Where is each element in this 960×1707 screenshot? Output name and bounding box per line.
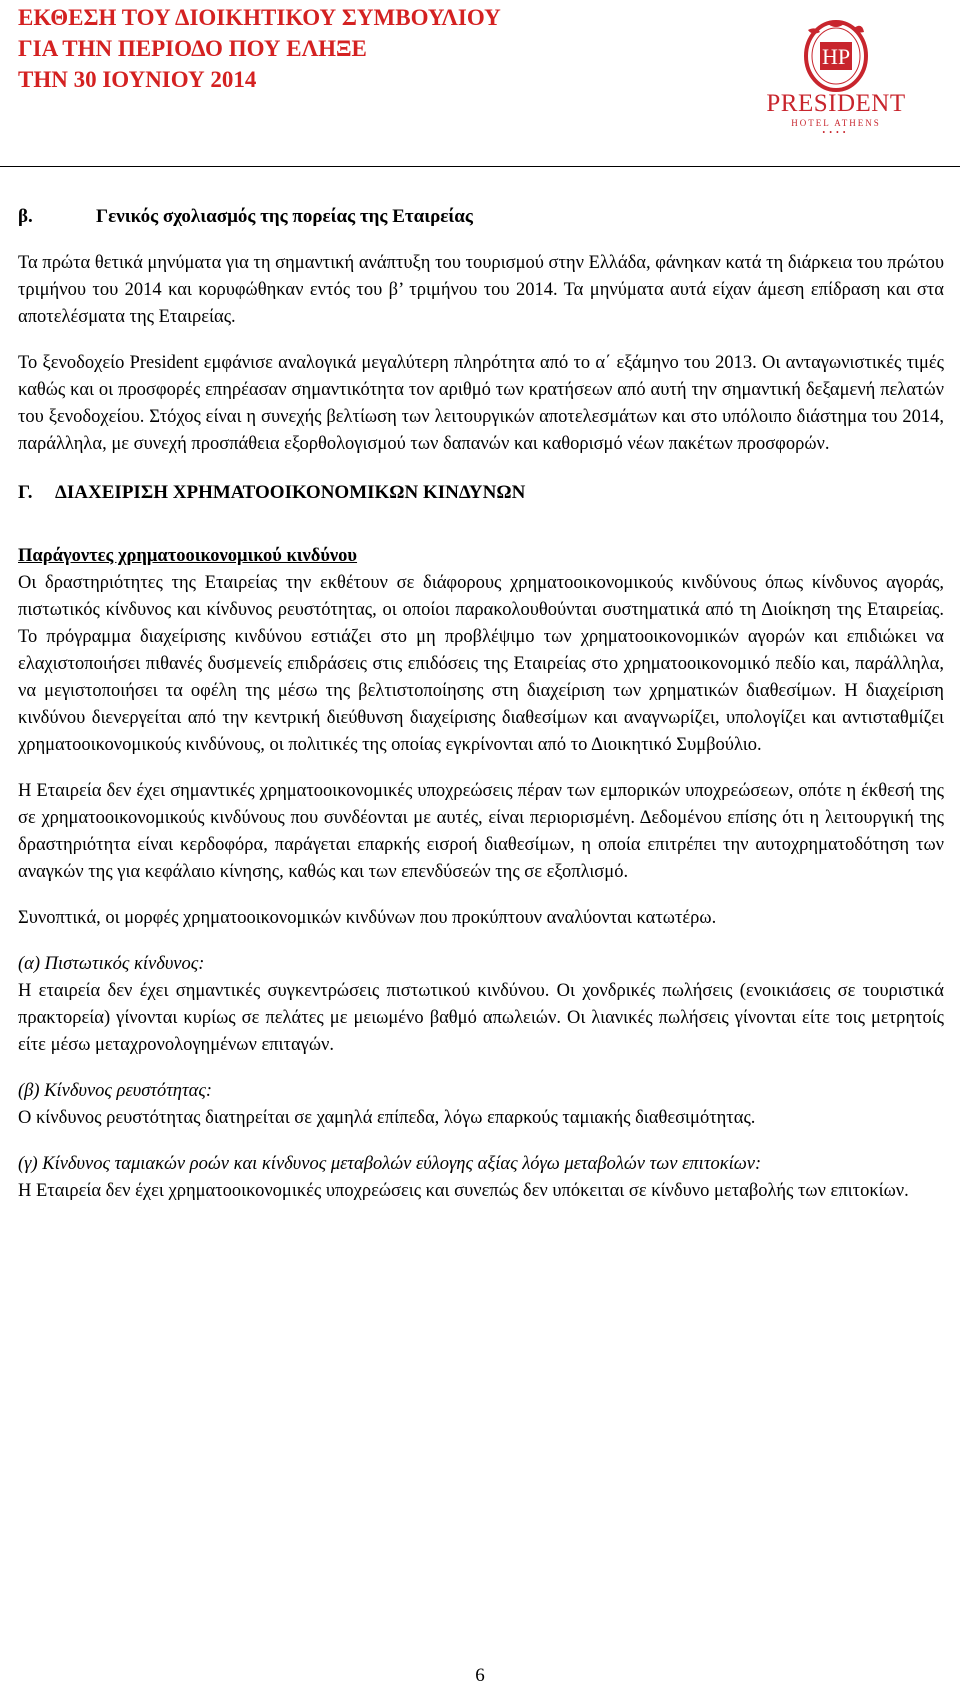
section-g-title: ΔΙΑΧΕΙΡΙΣΗ ΧΡΗΜΑΤΟΟΙΚΟΝΟΜΙΚΩΝ ΚΙΝΔΥΝΩΝ: [55, 482, 526, 503]
paragraph: Η Εταιρεία δεν έχει σημαντικές χρηματοοικονομικές υποχρεώσεις πέραν των εμπορικών υποχρεώσεων, οπότε η έκθεσή της σε χρηματοοικονομικούς κινδύνους που συνδέονται με αυτές, είναι περιορισμένη. Δεδομένου επίσης ότι η λειτουργική της δραστηριότητα είναι κερδοφόρα, παράγεται επαρκής εισροή διαθεσίμων, η οποία επιτρέπει την αυτοχρηματοδότηση των αναγκών της για κεφάλαιο κίνησης, καθώς και των επενδύσεών της σε εξοπλισμό.: [18, 781, 944, 882]
page-number: 6: [475, 1665, 485, 1686]
interest-rate-risk-text: Η Εταιρεία δεν έχει χρηματοοικονομικές υποχρεώσεις και συνεπώς δεν υπόκειται σε κίνδυνο μεταβολής των επιτοκίων.: [18, 1181, 909, 1201]
page-header: [0, 0, 960, 166]
paragraph: Το ξενοδοχείο President εμφάνισε αναλογικά μεγαλύτερη πληρότητα από το α΄ εξάμηνο του 2013. Οι ανταγωνιστικές τιμές καθώς και οι προσφορές επηρέασαν σημαντικότητα τον αριθμό των κρατήσεων από αυτή την σημαντική δεξαμενή πελατών του ξενοδοχείου. Στόχος είναι η συνεχής βελτίωση των λειτουργικών αποτελεσμάτων και στο υπόλοιπο διάστημα του 2014, παράλληλα, με συνεχή προσπάθεια εξορθολογισμού των δαπανών και καθορισμό νέων πακέτων προσφορών.: [18, 353, 944, 454]
paragraph: Οι δραστηριότητες της Εταιρείας την εκθέτουν σε διάφορους χρηματοοικονομικούς κινδύνους όπως κίνδυνος αγοράς, πιστωτικός κίνδυνος και κίνδυνος ρευστότητας, οι οποίοι παρακολουθούνται συστηματικά από τη Διοίκηση της Εταιρείας. Το πρόγραμμα διαχείρισης κινδύνου εστιάζει στο μη προβλέψιμο των χρηματοοικονομικών αγορών και επιδιώκει να ελαχιστοποιήσει πιθανές δυσμενείς επιδράσεις στις επιδόσεις της Εταιρείας στο χρηματοοικονομικό πεδίο και, παράλληλα, να μεγιστοποιήσει τα οφέλη της μέσω της βελτιστοποίησης στη διαχείριση των χρηματικών διαθεσίμων. Η διαχείριση κινδύνου διενεργείται από την κεντρική διεύθυνση διαχείρισης διαθεσίμων και αναγνωρίζει, υπολογίζει και αντισταθμίζει χρηματοοικονομικούς κινδύνους, οι πολιτικές της οποίας εγκρίνονται από το Διοικητικό Συμβούλιο.: [18, 573, 944, 755]
section-g-heading: [18, 479, 944, 507]
hp-monogram-icon: [736, 18, 936, 92]
logo-monogram: HP: [821, 44, 851, 69]
section-b-title: Γενικός σχολιασμός της πορείας της Εταιρείας: [96, 206, 473, 227]
liquidity-risk-text: Ο κίνδυνος ρευστότητας διατηρείται σε χαμηλά επίπεδα, λόγω επαρκούς ταμιακής διαθεσιμότητας.: [18, 1108, 756, 1128]
report-title: [18, 2, 501, 95]
liquidity-risk-label: (β) Κίνδυνος ρευστότητας:: [18, 1081, 212, 1101]
report-title-line-3: ΤΗΝ 30 ΙΟΥΝΙΟΥ 2014: [18, 67, 257, 92]
report-title-line-2: ΓΙΑ ΤΗΝ ΠΕΡΙΟΔΟ ΠΟΥ ΕΛΗΞΕ: [18, 36, 367, 61]
section-b-heading: [18, 203, 944, 231]
subheading: Παράγοντες χρηματοοικονομικού κινδύνου: [18, 546, 358, 566]
section-g-number: Γ.: [18, 482, 33, 503]
interest-rate-risk-label: (γ) Κίνδυνος ταμιακών ροών και κίνδυνος μεταβολών εύλογης αξίας λόγω μεταβολών των επιτοκίων:: [18, 1154, 762, 1174]
document-body: [18, 166, 944, 1205]
paragraph: Τα πρώτα θετικά μηνύματα για τη σημαντική ανάπτυξη του τουρισμού στην Ελλάδα, φάνηκαν κατά τη διάρκεια του πρώτου τριμήνου του 2014 και κορυφώθηκαν εντός του β’ τριμήνου του 2014. Τα μηνύματα αυτά είχαν άμεση επίδραση και στα αποτελέσματα της Εταιρείας.: [18, 253, 944, 327]
logo-word: PRESIDENT: [766, 90, 906, 117]
logo-subtitle: HOTEL ATHENS: [791, 118, 881, 128]
report-title-line-1: ΕΚΘΕΣΗ ΤΟΥ ΔΙΟΙΚΗΤΙΚΟΥ ΣΥΜΒΟΥΛΙΟΥ: [18, 5, 501, 30]
paragraph: Συνοπτικά, οι μορφές χρηματοοικονομικών κινδύνων που προκύπτουν αναλύονται κατωτέρω.: [18, 908, 717, 928]
section-b-number: β.: [18, 206, 33, 227]
credit-risk-text: Η εταιρεία δεν έχει σημαντικές συγκεντρώσεις πιστωτικού κινδύνου. Οι χονδρικές πωλήσεις (ενοικιάσεις σε τουριστικά πρακτορεία) γίνονται κυρίως σε πελάτες με μειωμένο βαθμό απωλειών. Οι λιανικές πωλήσεις γίνονται είτε τοις μετρητοίς είτε μέσω μεταχρονολογημένων επιταγών.: [18, 981, 944, 1055]
logo-dots: ••••: [822, 128, 850, 137]
president-hotel-logo: [736, 18, 936, 136]
credit-risk-label: (α) Πιστωτικός κίνδυνος:: [18, 954, 205, 974]
